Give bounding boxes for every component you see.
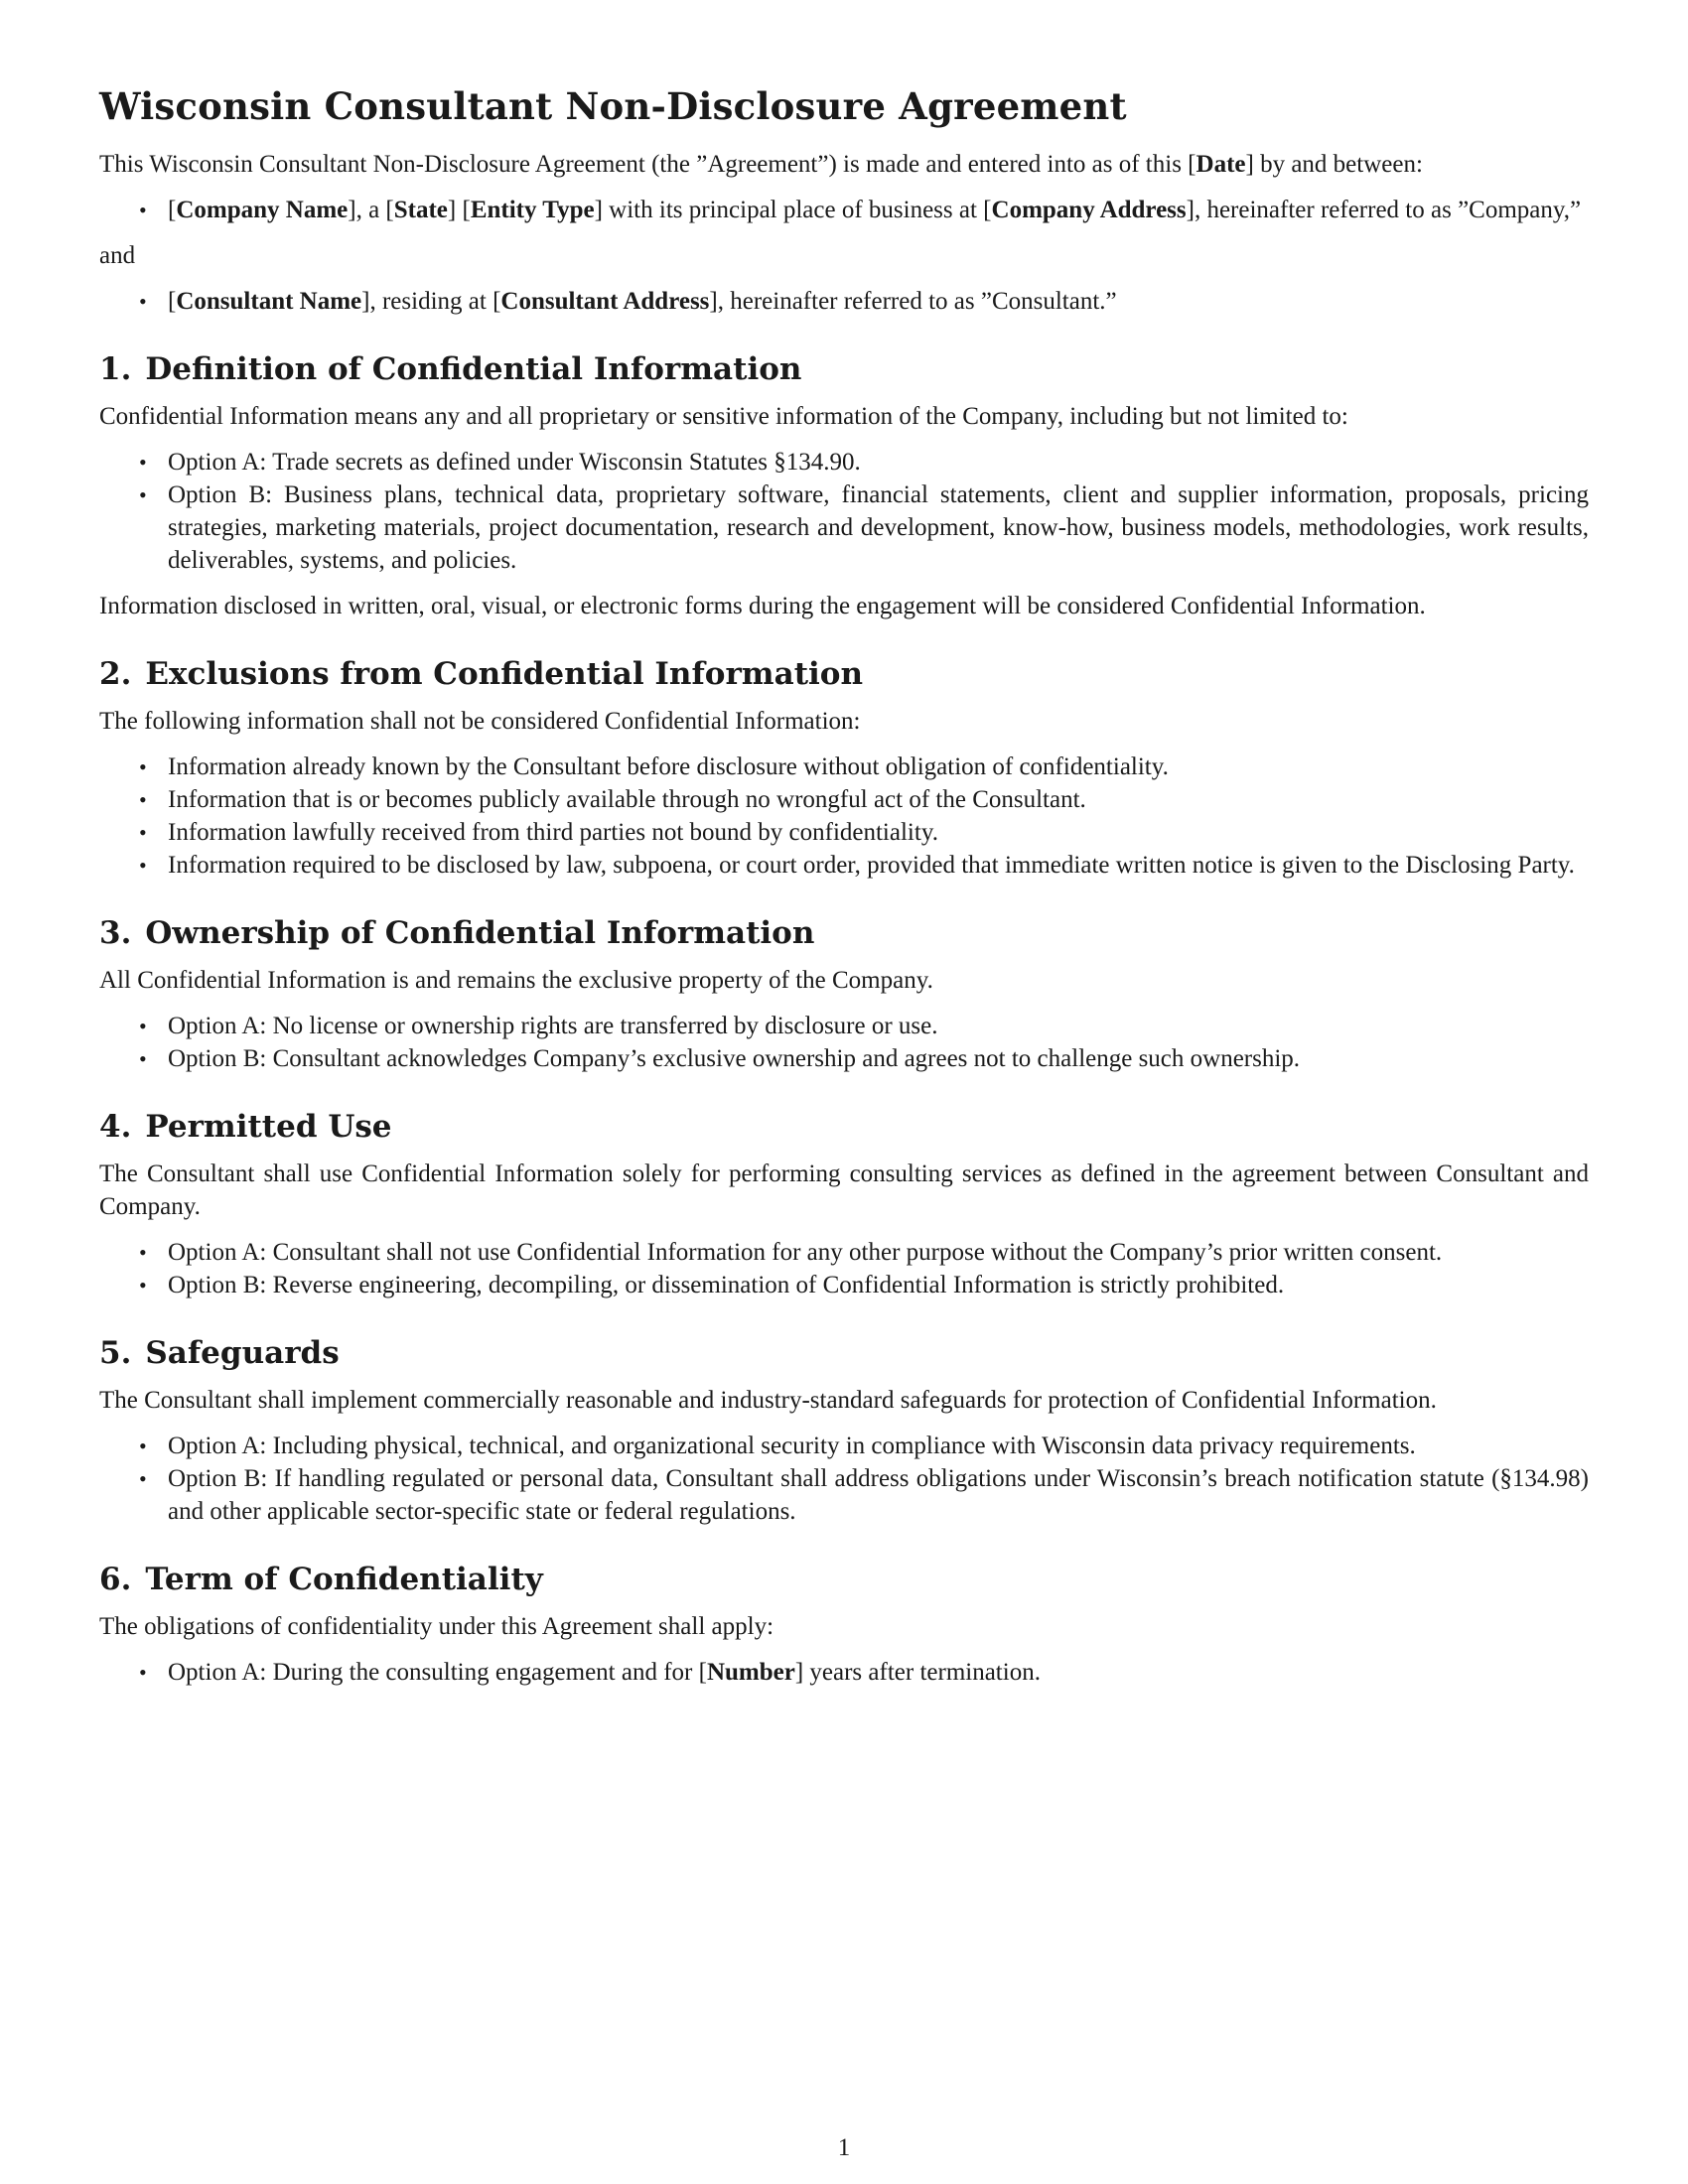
list-item: • Information that is or becomes publicly available through no wrongful act of the Consultant. [99,783,1589,816]
list-item: • Option B: Consultant acknowledges Company’s exclusive ownership and agrees not to challenge such ownership. [99,1042,1589,1075]
section-5-heading: 5. Safeguards [99,1335,340,1371]
section-1-list [99,446,1589,577]
intro-paragraph: This Wisconsin Consultant Non-Disclosure Agreement (the ”Agreement”) is made and entered into as of this [Date] by and between: [99,151,1423,178]
list-item: • Option A: No license or ownership rights are transferred by disclosure or use. [99,1010,1589,1042]
section-3-list [99,1010,1589,1075]
company-name-placeholder: Company Name [176,197,349,223]
section-1-heading: 1. Definition of Confidential Information [99,351,802,387]
page-number: 1 [837,2134,851,2161]
section-1-lead: Confidential Information means any and all proprietary or sensitive information of the Company, including but not limited to: [99,403,1348,430]
document-title: Wisconsin Consultant Non-Disclosure Agreement [99,84,1127,128]
list-item: • Option A: Consultant shall not use Confidential Information for any other purpose without the Company’s prior written consent. [99,1236,1589,1269]
party-company-list [99,194,1589,226]
list-item: • Option B: If handling regulated or personal data, Consultant shall address obligations under Wisconsin’s breach notification statute (§134.98) and other applicable sector-specific state or federal regulations. [99,1462,1589,1528]
list-item: • Information required to be disclosed by law, subpoena, or court order, provided that immediate written notice is given to the Disclosing Party. [99,849,1589,882]
list-item: • Option A: Including physical, technical, and organizational security in compliance with Wisconsin data privacy requirements. [99,1430,1589,1462]
section-3-lead: All Confidential Information is and remains the exclusive property of the Company. [99,967,933,994]
section-4-heading: 4. Permitted Use [99,1109,392,1145]
section-5-lead: The Consultant shall implement commercially reasonable and industry-standard safeguards for protection of Confidential Information. [99,1387,1437,1414]
list-item: • Information already known by the Consultant before disclosure without obligation of confidentiality. [99,751,1589,783]
consultant-address-placeholder: Consultant Address [500,288,710,315]
list-item: • Option B: Reverse engineering, decompiling, or dissemination of Confidential Information is strictly prohibited. [99,1269,1589,1301]
number-placeholder: Number [706,1659,795,1686]
list-item: • Information lawfully received from third parties not bound by confidentiality. [99,816,1589,849]
section-6-lead: The obligations of confidentiality under this Agreement shall apply: [99,1613,774,1640]
section-2-lead: The following information shall not be considered Confidential Information: [99,708,861,735]
list-item: • Option A: Trade secrets as defined under Wisconsin Statutes §134.90. [99,446,1589,478]
state-placeholder: State [393,197,448,223]
section-1-after: Information disclosed in written, oral, visual, or electronic forms during the engagement will be considered Confidential Information. [99,593,1426,619]
date-placeholder: Date [1196,151,1246,178]
party-consultant-list [99,285,1589,318]
section-2-heading: 2. Exclusions from Confidential Information [99,656,864,692]
section-4-list [99,1236,1589,1301]
section-5-list [99,1430,1589,1528]
party-company: • [Company Name], a [State] [Entity Type] with its principal place of business at [Company Address], hereinafter referred to as ”Company,” [99,194,1589,226]
party-consultant: • [Consultant Name], residing at [Consultant Address], hereinafter referred to as ”Consultant.” [99,285,1589,318]
consultant-name-placeholder: Consultant Name [176,288,362,315]
section-2-list [99,751,1589,882]
section-3-heading: 3. Ownership of Confidential Information [99,915,815,951]
and-text: and [99,242,136,269]
list-item: • Option B: Business plans, technical data, proprietary software, financial statements, client and supplier information, proposals, pricing strategies, marketing materials, project documentation, research and development, know-how, business models, methodologies, work results, deliverables, systems, and policies. [99,478,1589,577]
entity-type-placeholder: Entity Type [470,197,595,223]
section-6-heading: 6. Term of Confidentiality [99,1562,543,1597]
document-page [99,84,1589,1702]
section-4-lead: The Consultant shall use Confidential Information solely for performing consulting services as defined in the agreement between Consultant and Company. [99,1160,1589,1220]
list-item: • Option A: During the consulting engagement and for [Number] years after termination. [99,1656,1589,1689]
section-6-list [99,1656,1589,1689]
company-address-placeholder: Company Address [991,197,1187,223]
